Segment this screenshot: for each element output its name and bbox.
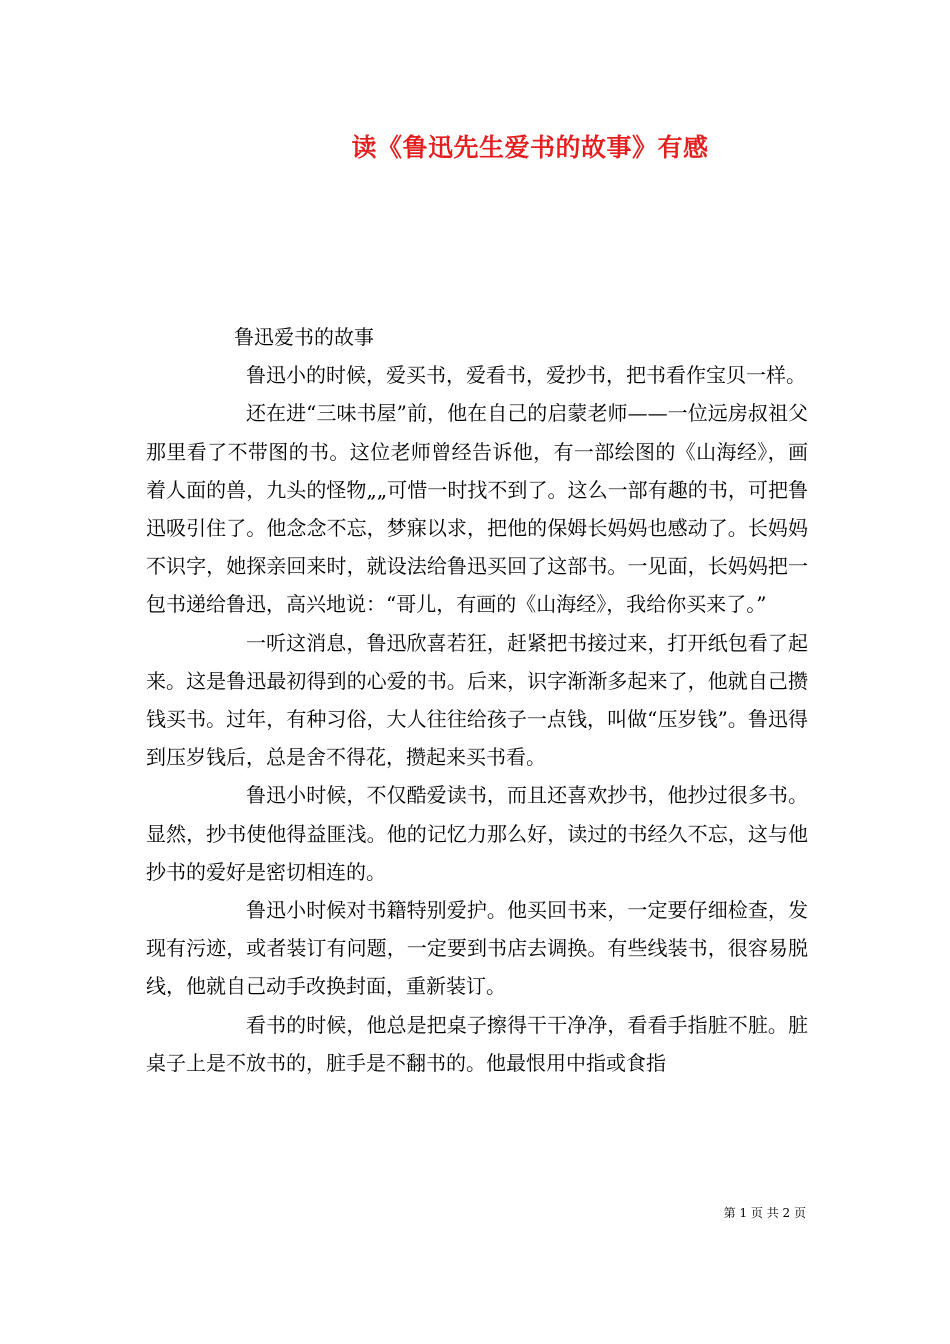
paragraph: 鲁迅小的时候，爱买书，爱看书，爱抄书，把书看作宝贝一样。 [246,363,806,388]
paragraph: 鲁迅小时候对书籍特别爱护。他买回书来，一定要仔细检查，发现有污迹，或者装订有问题，一定要到书店去调换。有些线装书，很容易脱线，他就自己动手改换封面，重新装订。 [146,898,808,999]
paragraph: 鲁迅小时候，不仅酷爱读书，而且还喜欢抄书，他抄过很多书。显然，抄书使他得益匪浅。他的记忆力那么好，读过的书经久不忘，这与他抄书的爱好是密切相连的。 [146,783,808,884]
paragraph: 一听这消息，鲁迅欣喜若狂，赶紧把书接过来，打开纸包看了起来。这是鲁迅最初得到的心爱的书。后来，识字渐渐多起来了，他就自己攒钱买书。过年，有种习俗，大人往往给孩子一点钱，叫做“压岁钱”。鲁迅得到压岁钱后，总是舍不得花，攒起来买书看。 [146,630,808,770]
document-title: 读《鲁迅先生爱书的故事》有感 [351,133,709,162]
page-number: 第 1 页 共 2 页 [723,1206,806,1220]
story-subheading: 鲁迅爱书的故事 [234,325,374,349]
paragraph: 还在进“三味书屋”前，他在自己的启蒙老师——一位远房叔祖父那里看了不带图的书。这位老师曾经告诉他，有一部绘图的《山海经》，画着人面的兽，九头的怪物„„可惜一时找不到了。这么一部有趣的书，可把鲁迅吸引住了。他念念不忘，梦寐以求，把他的保姆长妈妈也感动了。长妈妈不识字，她探亲回来时，就设法给鲁迅买回了这部书。一见面，长妈妈把一包书递给鲁迅，高兴地说：“哥儿，有画的《山海经》，我给你买来了。” [146,401,808,617]
document-body [146,318,808,1082]
paragraph: 看书的时候，他总是把桌子擦得干干净净，看看手指脏不脏。脏桌子上是不放书的，脏手是不翻书的。他最恨用中指或食指 [146,1012,808,1075]
